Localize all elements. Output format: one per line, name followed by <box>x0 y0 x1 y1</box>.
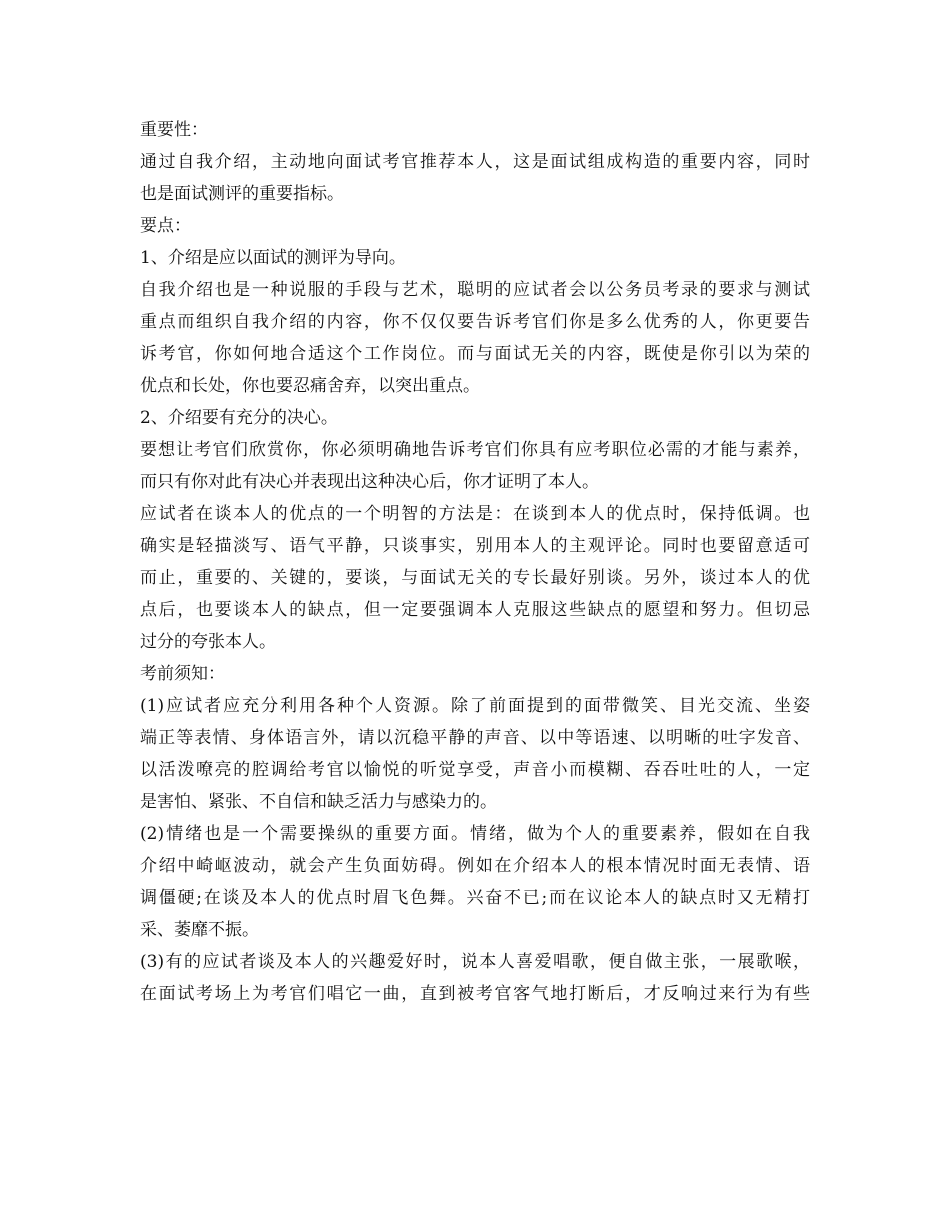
document-body <box>140 114 810 1010</box>
text-line: 而止，重要的、关键的，要谈，与面试无关的专长最好别谈。另外，谈过本人的优 <box>140 568 810 588</box>
text-line: 1、介绍是应以面试的测评为导向。 <box>140 248 406 268</box>
text-line: 过分的夸张本人。 <box>140 632 276 652</box>
text-line: 通过自我介绍，主动地向面试考官推荐本人，这是面试组成构造的重要内容，同时 <box>140 152 810 172</box>
text-line: 在面试考场上为考官们唱它一曲，直到被考官客气地打断后，才反响过来行为有些 <box>140 984 810 1004</box>
text-line: 重要性： <box>140 120 208 140</box>
text-line: 考前须知： <box>140 664 225 684</box>
text-line: 介绍中崎岖波动，就会产生负面妨碍。例如在介绍本人的根本情况时面无表情、语 <box>140 856 810 876</box>
text-line: 确实是轻描淡写、语气平静，只谈事实，别用本人的主观评论。同时也要留意适可 <box>140 536 810 556</box>
text-line: 采、萎靡不振。 <box>140 920 259 940</box>
text-line: 要想让考官们欣赏你，你必须明确地告诉考官们你具有应考职位必需的才能与素养， <box>140 440 810 460</box>
text-line: 应试者在谈本人的优点的一个明智的方法是：在谈到本人的优点时，保持低调。也 <box>140 504 810 524</box>
text-line: 优点和长处，你也要忍痛舍弃，以突出重点。 <box>140 376 480 396</box>
text-line: 以活泼嘹亮的腔调给考官以愉悦的听觉享受，声音小而模糊、吞吞吐吐的人，一定 <box>140 760 810 780</box>
text-line: 端正等表情、身体语言外，请以沉稳平静的声音、以中等语速、以明晰的吐字发音、 <box>140 728 810 748</box>
text-line: 是害怕、紧张、不自信和缺乏活力与感染力的。 <box>140 792 497 812</box>
text-line: 重点而组织自我介绍的内容，你不仅仅要告诉考官们你是多么优秀的人，你更要告 <box>140 312 810 332</box>
text-line: 而只有你对此有决心并表现出这种决心后，你才证明了本人。 <box>140 472 599 492</box>
text-line: 自我介绍也是一种说服的手段与艺术，聪明的应试者会以公务员考录的要求与测试 <box>140 280 810 300</box>
text-line: (1)应试者应充分利用各种个人资源。除了前面提到的面带微笑、目光交流、坐姿 <box>140 696 810 716</box>
text-line: (3)有的应试者谈及本人的兴趣爱好时，说本人喜爱唱歌，便自做主张，一展歌喉， <box>140 952 810 972</box>
text-line: 调僵硬;在谈及本人的优点时眉飞色舞。兴奋不已;而在议论本人的缺点时又无精打 <box>140 888 810 908</box>
text-line: 诉考官，你如何地合适这个工作岗位。而与面试无关的内容，既使是你引以为荣的 <box>140 344 810 364</box>
text-line: 2、介绍要有充分的决心。 <box>140 408 338 428</box>
text-line: (2)情绪也是一个需要操纵的重要方面。情绪，做为个人的重要素养，假如在自我 <box>140 824 810 844</box>
text-line: 要点： <box>140 216 191 236</box>
text-line: 也是面试测评的重要指标。 <box>140 184 344 204</box>
text-line: 点后，也要谈本人的缺点，但一定要强调本人克服这些缺点的愿望和努力。但切忌 <box>140 600 810 620</box>
